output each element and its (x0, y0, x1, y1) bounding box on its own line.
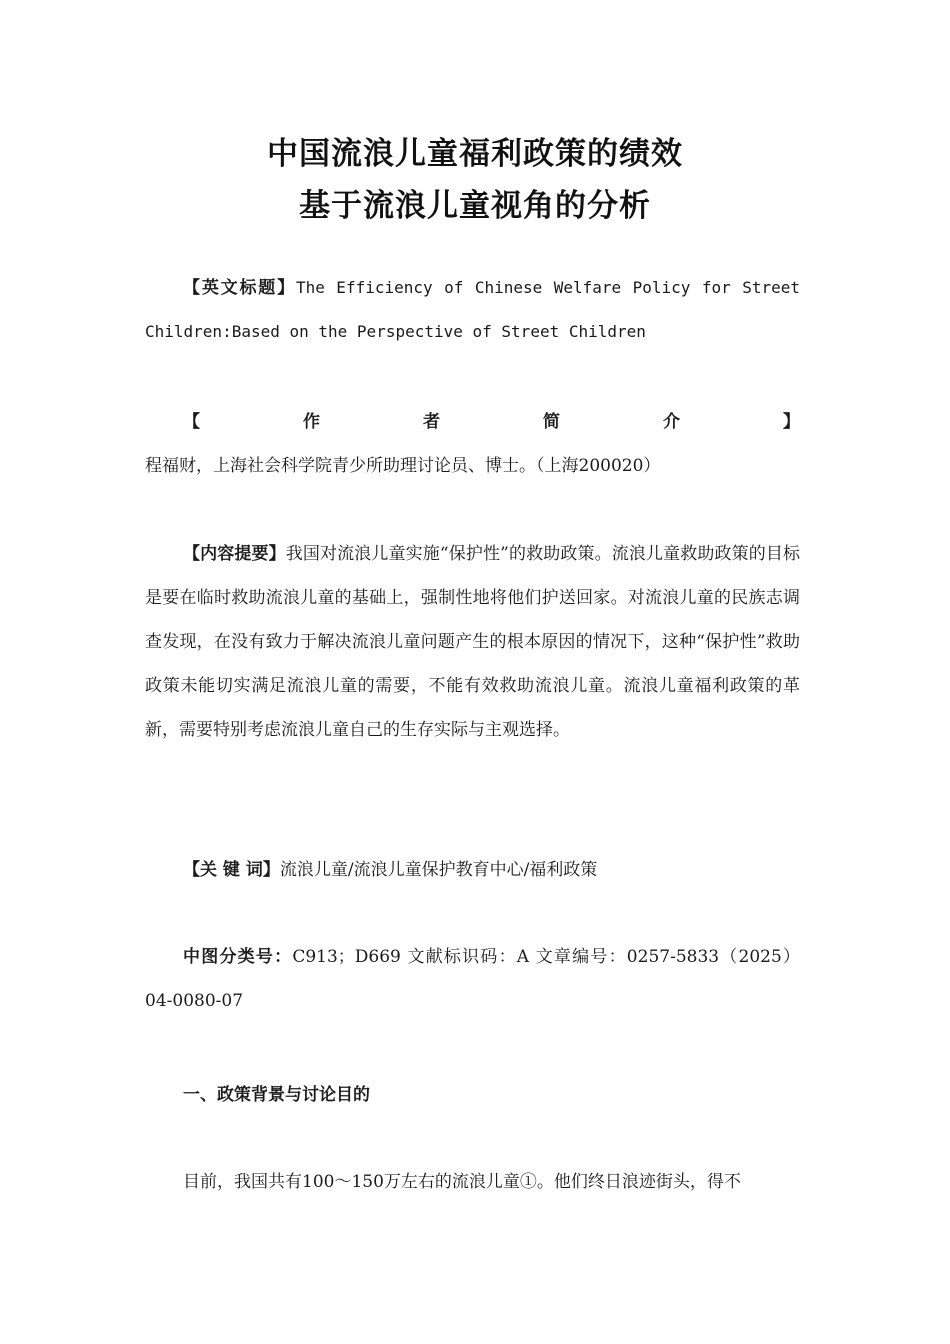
abstract-text: 我国对流浪儿童实施“保护性”的救助政策。流浪儿童救助政策的目标是要在临时救助流浪儿童的基础上，强制性地将他们护送回家。对流浪儿童的民族志调查发现，在没有致力于解决流浪儿童问题产生的根本原因的情况下，这种“保护性”救助政策未能切实满足流浪儿童的需要，不能有效救助流浪儿童。流浪儿童福利政策的革新，需要特别考虑流浪儿童自己的生存实际与主观选择。 (145, 544, 801, 740)
keywords-text: 流浪儿童/流浪儿童保护教育中心/福利政策 (279, 860, 598, 880)
english-title-text: The Efficiency of Chinese Welfare Policy for Street Children:Based on the Perspective of Street Children (145, 278, 800, 341)
keywords-label: 【关 键 词】 (183, 860, 280, 880)
classification-paragraph (145, 935, 800, 1023)
english-title-paragraph (145, 266, 800, 354)
article-title-line-1: 中国流浪儿童福利政策的绩效 (267, 136, 683, 172)
article-title-line-2: 基于流浪儿童视角的分析 (299, 188, 651, 224)
author-label: 【作者简介】 (183, 412, 800, 432)
body-paragraph: 目前，我国共有100～150万左右的流浪儿童①。他们终日浪迹街头，得不 (183, 1172, 741, 1192)
author-text: 程福财，上海社会科学院青少所助理讨论员、博士。（上海200020） (145, 456, 661, 476)
abstract-paragraph (145, 532, 800, 752)
english-title-label: 【英文标题】 (183, 278, 296, 298)
keywords-paragraph (145, 848, 800, 892)
author-paragraph (145, 400, 800, 488)
section-heading: 一、政策背景与讨论目的 (183, 1085, 370, 1105)
abstract-label: 【内容提要】 (183, 544, 286, 564)
classification-text: C913；D669 文献标识码：A 文章编号：0257-5833（2025）04-0080-07 (145, 947, 801, 1011)
classification-label: 中图分类号： (183, 947, 293, 967)
